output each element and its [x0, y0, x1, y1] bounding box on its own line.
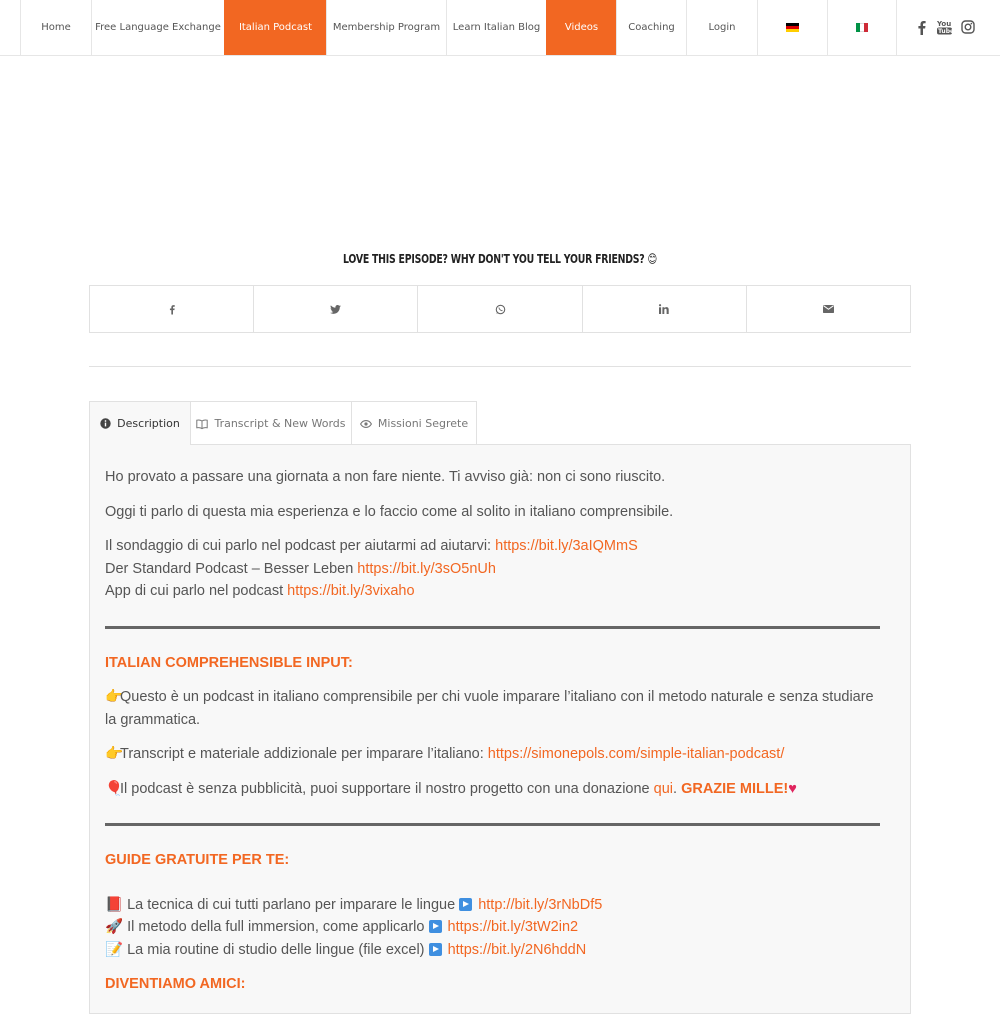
play-icon	[459, 898, 472, 911]
guide-text: La mia routine di studio delle lingue (file excel)	[127, 941, 429, 958]
share-facebook-button[interactable]	[90, 286, 254, 332]
tab-missioni-segrete[interactable]	[351, 401, 477, 445]
nav-label: Coaching	[628, 22, 675, 33]
guides-list	[105, 894, 880, 962]
donation-paragraph: 🎈Il podcast è senza pubblicità, puoi supportare il nostro progetto con una donazione qui. GRAZIE MILLE!♥	[105, 778, 880, 801]
facebook-icon[interactable]	[912, 17, 930, 37]
germany-flag-icon	[786, 23, 799, 32]
svg-text:Tube: Tube	[937, 28, 954, 36]
donation-link[interactable]: qui	[653, 780, 673, 797]
nav-language-de[interactable]	[757, 0, 827, 55]
share-linkedin-button[interactable]	[583, 286, 747, 332]
thanks-text: GRAZIE MILLE!	[681, 780, 789, 797]
nav-videos[interactable]	[546, 0, 616, 55]
tab-label: Description	[117, 417, 180, 430]
book-icon	[196, 419, 208, 429]
survey-line	[105, 535, 880, 558]
nav-italian-podcast[interactable]	[224, 0, 326, 55]
nav-language-it[interactable]	[827, 0, 897, 55]
linkedin-icon	[659, 304, 669, 314]
link-label: App di cui parlo nel podcast	[105, 583, 288, 599]
share-title	[110, 252, 890, 266]
italy-flag-icon	[856, 23, 869, 32]
nav-label: Home	[41, 22, 71, 33]
book-emoji-icon: 📕	[105, 896, 124, 913]
heart-icon: ♥	[788, 780, 797, 797]
mail-icon	[823, 305, 834, 313]
section-heading: GUIDE GRATUITE PER TE:	[105, 852, 290, 868]
eye-icon	[360, 420, 372, 428]
app-line	[105, 580, 880, 603]
guide-link-1[interactable]: http://bit.ly/3rNbDf5	[478, 896, 603, 913]
separator	[105, 823, 880, 826]
pointing-hand-icon: 👉	[105, 689, 124, 705]
section-heading: DIVENTIAMO AMICI:	[105, 976, 246, 992]
instagram-icon[interactable]	[959, 17, 977, 37]
youtube-icon[interactable]	[935, 17, 953, 37]
survey-link[interactable]: https://bit.ly/3aIQMmS	[495, 538, 638, 554]
podcast-line	[105, 558, 880, 581]
tab-transcript[interactable]	[190, 401, 352, 445]
paragraph-text: Questo è un podcast in italiano comprensibile per chi vuole imparare l’italiano con il metodo naturale e senza studiare la grammatica.	[105, 689, 874, 728]
tab-label: Missioni Segrete	[377, 417, 469, 430]
comprehensible-input-paragraph	[105, 686, 880, 731]
intro-paragraph: Ho provato a passare una giornata a non fare niente. Ti avviso già: non ci sono riuscito.	[105, 469, 666, 485]
transcript-paragraph	[105, 743, 880, 766]
twitter-icon	[330, 305, 341, 314]
whatsapp-icon	[495, 304, 506, 315]
rocket-emoji-icon: 🚀	[105, 919, 124, 935]
divider	[89, 366, 911, 367]
share-buttons	[89, 285, 911, 333]
link-label: Der Standard Podcast – Besser Leben	[105, 560, 358, 577]
pointing-hand-icon: 👉	[105, 746, 124, 762]
description-content	[105, 466, 880, 1008]
guide-text: La tecnica di cui tutti parlano per imparare le lingue	[127, 896, 460, 913]
nav-label: Learn Italian Blog	[452, 22, 541, 33]
share-title-text: LOVE THIS EPISODE? WHY DON'T YOU TELL YOUR FRIENDS?	[342, 252, 645, 266]
memo-emoji-icon: 📝	[105, 941, 124, 958]
play-icon	[429, 920, 442, 933]
nav-membership-program[interactable]	[326, 0, 446, 55]
intro-paragraph-2: Oggi ti parlo di questa mia esperienza e lo faccio come al solito in italiano comprensibile.	[105, 503, 674, 520]
balloon-icon: 🎈	[105, 780, 124, 797]
link-label: Il sondaggio di cui parlo nel podcast per aiutarmi ad aiutarvi:	[105, 538, 496, 554]
tab-description[interactable]	[89, 401, 191, 445]
simple-italian-podcast-link[interactable]: https://simonepols.com/simple-italian-podcast/	[487, 746, 785, 762]
nav-label: Login	[708, 22, 736, 33]
guide-item	[105, 894, 880, 917]
share-mail-button[interactable]	[747, 286, 910, 332]
paragraph-text: Il podcast è senza pubblicità, puoi supportare il nostro progetto con una donazione	[120, 780, 654, 797]
facebook-icon	[169, 304, 175, 315]
share-twitter-button[interactable]	[254, 286, 418, 332]
nav-home[interactable]	[20, 0, 91, 55]
nav-label: Italian Podcast	[238, 22, 313, 33]
nav-login[interactable]	[686, 0, 757, 55]
standard-podcast-link[interactable]: https://bit.ly/3sO5nUh	[357, 560, 496, 577]
guide-text: Il metodo della full immersion, come applicarlo	[127, 919, 429, 935]
info-icon	[100, 418, 111, 429]
separator	[105, 626, 880, 629]
nav-learn-italian-blog[interactable]	[446, 0, 546, 55]
paragraph-text: Transcript e materiale addizionale per imparare l’italiano:	[120, 746, 488, 762]
guide-item	[105, 916, 880, 939]
share-whatsapp-button[interactable]	[418, 286, 582, 332]
play-icon	[429, 943, 442, 956]
app-link[interactable]: https://bit.ly/3vixaho	[287, 583, 415, 599]
svg-text:You: You	[936, 20, 951, 28]
section-heading: ITALIAN COMPREHENSIBLE INPUT:	[105, 654, 353, 671]
nav-coaching[interactable]	[616, 0, 686, 55]
nav-label: Free Language Exchange	[95, 22, 221, 33]
main-navigation	[0, 0, 1000, 56]
guide-link-2[interactable]: https://bit.ly/3tW2in2	[447, 919, 579, 935]
links-paragraph	[105, 535, 880, 603]
nav-label: Membership Program	[332, 22, 441, 33]
tab-label: Transcript & New Words	[214, 417, 346, 430]
smile-emoji-icon: 😊	[647, 252, 658, 266]
nav-free-language-exchange[interactable]	[91, 0, 224, 55]
nav-label: Videos	[564, 22, 599, 33]
guide-link-3[interactable]: https://bit.ly/2N6hddN	[447, 941, 587, 958]
guide-item	[105, 939, 880, 962]
